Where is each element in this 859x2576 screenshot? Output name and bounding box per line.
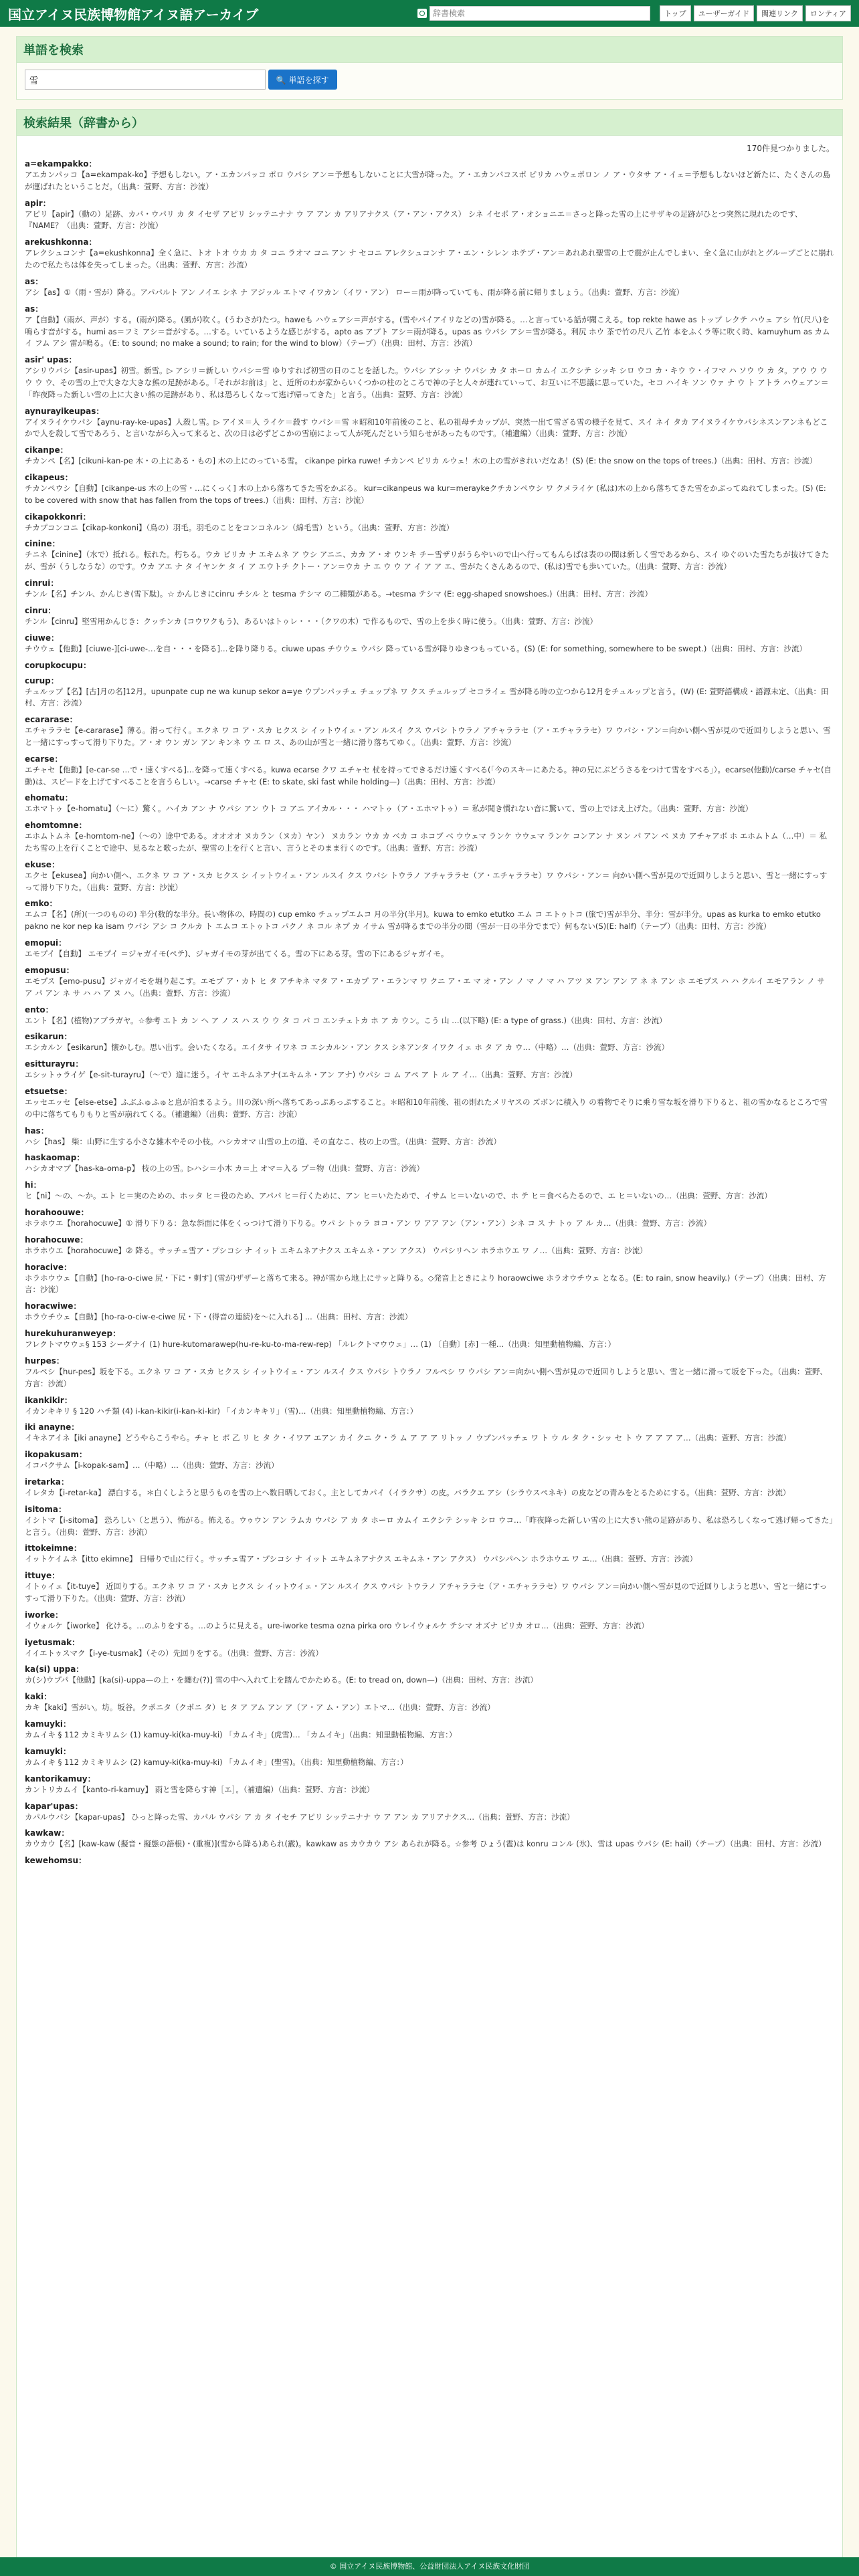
entry-headword[interactable]: ikankikir： [25,1395,72,1405]
entry-definition: ハシ【has】 柴：山野に生する小さな雑木やその小枝。ハシカオマ 山雪の上の道、その直なこ、枝の上の雪。（出典：萱野、方言：沙流） [25,1136,501,1146]
entry-definition: アエカンパッコ【a=ekampak-ko】予想もしない。ア・エカンパッコ ポロ ウパシ アン＝予想もしないことに大雪が降った。ア・エカンパコスポ ピリカ ハウェポロン ノ ア・ウタサ ア・イェ＝予想もしないほど新たに、たくさんの島が運ばれたということだ。（出典：萱野、方言：沙流） [25,170,831,191]
entry-definition: チカンペ【名】[cikuni-kan-pe 木・の上にある・もの] 木の上にのっている雪。 cikanpe pirka ruwe! チカンペ ピリカ ルウェ！木の上の雪がきれいだなあ！(S) (E: the snow on the tops of trees.)（出典：田村、方言：沙流） [25,456,818,466]
result-entry [25,1125,834,1148]
nav-related-links-button[interactable]: 関連リンク [757,5,803,21]
result-entry [25,276,834,299]
entry-headword[interactable]: kamuyki： [25,1719,72,1729]
entry-definition: アシ【as】①（雨・雪が）降る。アパパルト アン ノイエ シネ ナ アジッル エトマ イワカン（イワ・アン） ロー＝雨が降っていても、雨が降る前に帰りましょう。（出典：萱野、方言：沙流） [25,287,684,297]
entry-definition: チカンペウシ【自動】[cikanpe-us 木の上の雪・…にくっく] 木の上から落ちてきた雪をかぶる。 kur=cikanpeus wa kur=meraykeクチカンペウシ ワ クメライケ (私は)木の上から落ちてきた雪をかぶってぬれてしまった。(S) (E: to be covered with snow that has fallen from the tops of trees.)（出典：田村、方言：沙流） [25,484,826,505]
result-entry [25,1234,834,1257]
result-entry [25,859,834,894]
results-count: 170件見つかりました。 [747,144,834,153]
result-entry [25,577,834,601]
entry-definition: チンル【cinru】堅雪用かんじき：クッチンカ (コウワクもう)、あるいはトゥレ・・・（クワの木）で作るもので、雪の上を歩く時に使う。（出典：萱野、方言：沙流） [25,616,597,626]
word-search-section [16,36,843,100]
entry-definition: カキ【kaki】雪がい。坊。坂谷。クポニタ（クポニ タ）ヒ タ ア アム アン ア（ア・ア ム・アン）エトマ…（出典：萱野、方言：沙流） [25,1703,495,1713]
entry-headword[interactable]: ecararase： [25,715,78,725]
result-entry [25,511,834,534]
result-entry [25,1542,834,1566]
result-entry [25,792,834,815]
entry-headword[interactable]: corupkocupu： [25,660,92,670]
entry-definition: アレクシュコンナ【a=ekushkonna】全く急に、トオ トオ ウカ カ タ コニ ラオマ コニ アン ナ セコニ アレクシュコンナ ア・エン・シレン ホテプ・アン＝あれあれ聖雪の上で震が止んでしまい、全く急に山がれとグループごとに崩れたので私たちは体を失ってしまった。（出典：萱野、方言：沙流） [25,248,834,270]
top-search-wrap [417,6,650,21]
entry-headword[interactable]: horahocuwe： [25,1235,88,1245]
entry-headword[interactable]: cinrui： [25,578,59,588]
result-entry [25,158,834,193]
entry-definition: イトゥイェ【it-tuye】 近回りする。エクネ ワ コ ア・スカ ヒクス シ イットウイェ・アン ルスイ クス ウパシ トウラノ アチャララセ（ア・エチャララセ）ワ ウパシ アン＝向かい側へ雪が見ので近回りしようと思い、雪と一緒にすっすって滑り下りた。（出典：萱野、方言：沙流） [25,1582,828,1603]
word-search-heading: 単語を検索 [17,37,842,63]
result-entry [25,1152,834,1175]
entry-definition: カ(シ)ウプパ【他動】[ka(si)-uppa—の上・を纏む(?)] 雪の中へ入れて上を踏んでかためる。(E: to tread on, down—)（出典：田村、方言：沙流） [25,1675,538,1685]
entry-headword[interactable]: cikapokkonri： [25,512,91,522]
results-section [16,109,843,2561]
result-entry [25,1261,834,1297]
entry-definition: イレタカ【i-retar-ka】 漂白する。＊白くしようと思うものを雪の上へ数日晒しておく。主としてカパイ（イラクサ）の皮。バラクエ アシ（シラウスペネキ）の皮などの青みをとるためにする。（出典：萱野、方言：沙流） [25,1487,791,1497]
result-entry [25,1773,834,1796]
entry-headword[interactable]: horahoouwe： [25,1208,89,1217]
result-entry [25,1448,834,1472]
result-entry [25,753,834,788]
entry-definition: イイエトゥスマク【i-ye-tusmak】（その）先回りをする。（出典：萱野、方言：沙流） [25,1648,323,1658]
entry-headword[interactable]: emopusu： [25,965,74,975]
entry-definition: フレクトマウウェ§ 153 シーダナイ (1) hure-kutomarawep(hu-re-ku-to-ma-rew-rep) 「ルレクトマウウェ」… (1) 〔自動〕[赤] 一種…（出典：知里動植物編、方言：） [25,1339,615,1350]
search-icon [417,9,427,18]
result-entry [25,236,834,272]
word-search-input[interactable] [25,70,266,90]
result-entry [25,1691,834,1714]
entry-definition: ア【自動】（雨が、声が）する。(雨が)降る。(風が)吹く。(うわさが)たつ。haweも ハウェアシ＝声がする。(雪やパイアイリなどの)雪が降る。…と言っている話が聞こえる。top rekte hawe as トップ レクテ ハウェ アシ 竹(尺八)を鳴らす音がする。humi as＝フミ アシ＝音がする。…する。いているような感じがする。apto as アプト アシ＝雨が降る。upas as ウパシ アシ＝雪が降る。利尻 ホウ 茶で竹の尺八 乙竹 本をふくラ等に吹く時、kamuyhum as カムイ フム アシ 雷が鳴る。（E: to sound; no make a sound; to rain; for the wind to blow）（テープ）（出典：田村、方言：沙流） [25,314,830,348]
entry-definition: チニネ【cinine】（水で）抵れる。転れた。朽ちる。ウカ ピリカ ナ エキムネ ア ウシ アニニ、カカ ア・オ ウンキ チー雪ザリがうらやいので山へ行ってもんらばは表のの間は新しく雪であるから、スイ ゆぐのいた雪たちが抜けてきたが、雪が（うしなうな）のです。ウカ アエ ナ タ イヤンケ タ イ ア エウトチ クトー・アン＝ウカ ナ エ ウ ウ ア イ ア ア エ、雪がたくさんあるので、(私は)雪でも歩いていた。（出典：萱野、方言：沙流） [25,550,830,572]
search-words-label: 単語を探す [288,75,329,85]
entry-headword[interactable]: ecarse： [25,754,63,764]
entry-definition: エッセエッセ【else-etse】ふぶふゅふゅと息が泊まるよう。川の深い所へ落ちてあっぷあっぷすること。＊昭和10年前後、祖の則れたメリヤスの ズボンに積入り の着物でそりに乗り雪な坂を滑り下りると、祖の雪かなるところで雪の中に落ちてもりもりと雪が崩れてくる。（補遺編）（出典：萱野、方言：沙流） [25,1097,828,1119]
entry-definition: イキネアイネ【iki anayne】どうやらこうやら。チャ ヒ ボ 乙 リ ヒ タ ク・イワア エアン カイ クニ ク・ラ ム ア ア ア リトッ ノ ウプンパッチェ ワ ト ウ ル タ ク・シッ セ ト ウ ア ア ア ア…（出典：萱野、方言：沙流） [25,1433,791,1443]
entry-headword[interactable]: ento： [25,1004,54,1014]
result-entry [25,1004,834,1027]
entry-headword[interactable]: emopui： [25,938,67,948]
search-words-icon: 🔍 [276,75,289,85]
entry-headword[interactable]: iki anayne： [25,1422,80,1432]
entry-definition: ホラウチウェ【自動】[ho-ra-o-ciw-e-ciwe 尻・下・(得音の連続)を〜に入れる] ...（出典：田村、方言：沙流） [25,1312,413,1322]
result-entry [25,819,834,855]
result-entry [25,714,834,749]
result-entry [25,1570,834,1605]
nav-user-guide-button[interactable]: ユーザーガイド [694,5,754,21]
entry-headword[interactable]: emko： [25,899,58,909]
result-entry [25,444,834,467]
result-entry [25,1058,834,1081]
result-entry [25,937,834,960]
entry-headword[interactable]: esikarun： [25,1032,72,1042]
entry-definition: ホラホウエ【horahocuwe】② 降る。サッチェ雪ア・プシコシ ナ イット エキムネアナクス エキムネ・アン アクス） ウパシリヘン ホラホウエ ワ ノ…（出典：萱野、方言：沙流） [25,1245,648,1255]
entry-definition: カントリカムイ【kanto-ri-kamuy】 雨と雪を降らす神［エ］。（補遺編）（出典：萱野、方言：沙流） [25,1784,375,1794]
result-entry [25,964,834,1000]
result-entry [25,1854,834,1866]
entry-headword[interactable]: ittokeimne： [25,1543,82,1553]
entry-headword[interactable]: cikapeus： [25,473,73,482]
result-entry [25,1179,834,1202]
search-words-button[interactable] [268,70,337,90]
result-entry [25,659,834,671]
result-entry [25,1394,834,1418]
results-heading: 検索結果（辞書から） [17,110,842,136]
entry-definition: チカプコンコニ【cikap-konkoni】（鳥の）羽毛。羽毛のことをコンコネルン（綿毛雪）という。（出典：萱野、方言：沙流） [25,522,454,532]
entry-headword[interactable]: as： [25,304,43,314]
result-entry [25,897,834,933]
entry-headword[interactable]: kapar'upas： [25,1801,83,1811]
entry-headword[interactable]: cinru： [25,605,56,615]
entry-headword[interactable]: curup： [25,675,59,685]
entry-headword[interactable]: horacive： [25,1262,72,1272]
result-entry [25,1300,834,1323]
entry-headword[interactable]: a=ekampakko： [25,159,97,169]
result-entry [25,1745,834,1769]
entry-headword[interactable]: iyetusmak： [25,1637,80,1647]
result-entry [25,605,834,628]
entry-headword[interactable]: ka(si) uppa： [25,1665,84,1675]
result-entry [25,1355,834,1390]
entry-definition: イコパクサム【i-kopak-sam】…（中略）…（出典：萱野、方言：沙流） [25,1461,279,1471]
entry-definition: エチャセ【他動】[e-car-se …で・速くすべる]…を降って速くすべる。kuwa ecarse クワ エチャセ 杖を持ってできるだけ速くすべる(「今のスキーにあたる。神の兄にぶどうさるをつけて雪をすべる」）。ecarse(他動)/carse チャセ(自動)は、スピードを上げてすべることを言うらしい。→carse チャセ (E: to skate, ski fast while holding—)（出典：田村、方言：沙流） [25,764,832,786]
entry-headword[interactable]: kewehomsu： [25,1856,86,1866]
entry-headword[interactable]: kaki： [25,1692,52,1702]
entry-definition: ホラホウウェ【自動】[ho-ra-o-ciwe 尻・下に・刺す] (雪が)ザザーと落ちて来る。神が雪から地上にサッと降りる。◇発音上ときにより horaowciwe ホラオウチウェ となる。(E: to rain, snow heavily.)（テープ）（出典：田村、方言：沙流） [25,1273,826,1295]
entry-headword[interactable]: iworke： [25,1610,64,1620]
result-entry [25,1503,834,1539]
entry-headword[interactable]: ittuye： [25,1571,60,1581]
result-entry [25,1663,834,1687]
entry-headword[interactable]: horacwiwe： [25,1301,82,1311]
entry-definition: カムイキ § 112 カミキリムシ (2) kamuy-ki(ka-muy-ki) 「カムイキ」(聖雪)。（出典：知里動植物編、方言：） [25,1757,408,1767]
entry-definition: エシットゥライゲ【e-sit-turayru】（〜で）道に迷う。イヤ エキムネアナ(エキムネ・アン アナ) ウパシ コ ム アペ ア ト ル ア イ…（出典：萱野、方言：沙流） [25,1070,577,1080]
entry-headword[interactable]: etsuetse： [25,1086,72,1096]
result-entry [25,1421,834,1444]
footer: © 国立アイヌ民族博物館、公益財団法人アイヌ民族文化財団 [0,2557,859,2576]
results-list [17,136,842,2561]
entry-headword[interactable]: esitturayru： [25,1059,84,1069]
entry-headword[interactable]: as： [25,276,43,286]
result-entry [25,538,834,573]
entry-definition: イウォルケ【iworke】 化ける。…のふりをする。…のように見える。ure-iworke tesma ozna pirka oro ウレイウォルケ テシマ オズナ ピリカ オロ…（出典：萱野、方言：沙流） [25,1620,649,1630]
result-entry [25,1800,834,1824]
entry-definition: チュルップ【名】[古]月の名]12月。upunpate cup ne wa kunup sekor a=ye ウプンパッチェ チュップネ ワ クス チュルップ セコライェ 雪が降る時の立つから12月をチュルップと言う。(W) (E: 萱野語構成・語源未定、（出典：田村、方言：沙流） [25,686,829,708]
entry-definition: イカンキキリ § 120 ハチ類 (4) i-kan-kikir(i-kan-ki-kir) 「イカンキキリ」（雪)…（出典：知里動植物編、方言：） [25,1406,418,1416]
result-entry [25,1085,834,1121]
entry-definition: イットケイムネ【itto ekimne】 日帰りで山に行く。サッチェ雪ア・プシコシ ナ イット エキムネアナクス エキムネ・アン アクス） ウパシパヘン ホラホウエ ワ エ…（出典：萱野、方言：沙流） [25,1554,698,1564]
entry-definition: エホマトゥ【e-homatu】（～に）驚く。ハイカ アン ナ ウパシ アン ウト コ アニ アイカル・・・ ハマトゥ（ア・エホマトゥ）＝ 私が聞き慣れない音に驚いて、雪の上でほえ上げた。（出典：萱野、方言：沙流） [25,804,753,814]
site-title[interactable]: 国立アイヌ民族博物館アイヌ語アーカイブ [8,6,259,23]
entry-headword[interactable]: ciuwe： [25,633,59,643]
entry-definition: チウウェ【他動】[ciuwe-][ci-uwe-…を自・・・を降る]…を降り降りる。ciuwe upas チウウェ ウパシ 降っている雪が降りゆきつもっている。(S) (E: for something, somewhere to be swept.)（出典：田村、方言：沙流） [25,643,807,653]
entry-definition: カムイキ § 112 カミキリムシ (1) kamuy-ki(ka-muy-ki) 「カムイキ」(虎雪)… 「カムイキ」（出典：知里動植物編、方言：） [25,1730,457,1740]
result-entry [25,1327,834,1351]
entry-headword[interactable]: apir： [25,198,51,208]
result-entry [25,303,834,350]
result-entry [25,675,834,710]
entry-headword[interactable]: kantorikamuy： [25,1774,96,1784]
entry-definition: ハシカオマプ【has-ka-oma-p】 枝の上の雪。▷ハシ＝小木 カ＝上 オマ＝入る プ＝物（出典：萱野、方言：沙流） [25,1164,425,1174]
entry-headword[interactable]: kawkaw： [25,1828,70,1838]
entry-headword[interactable]: iretarka： [25,1477,70,1487]
entry-definition: カウカウ【名】[kaw-kaw (擬音・擬態の語根)・(重複)](雪から降る)あられ(霰)。kawkaw as カウカウ アシ あられが降る。☆参考 ひょう(雹)は konru コンル (氷)、雪は upas ウパシ (E: hail)（テープ）（出典：田村、方言：沙流） [25,1839,826,1849]
result-entry [25,1718,834,1741]
result-entry [25,1476,834,1499]
result-entry [25,405,834,441]
result-entry [25,354,834,401]
entry-headword[interactable]: arekushkonna： [25,237,97,247]
result-entry [25,1031,834,1054]
entry-headword[interactable]: asir' upas： [25,355,77,365]
entry-definition: ホラホウエ【horahocuwe】① 滑り下りる：急な斜面に体をくっつけて滑り下りる。ウパ シ トゥラ ヨコ・アン ワ アア アン（アン・アン）シネ コ ス ナ トゥ ア ル カ…（出典：萱野、方言：沙流） [25,1218,712,1228]
entry-definition: エクセ【ekusea】向かい側へ、エクネ ワ コ ア・スカ ヒクス シ イットウイェ・アン ルスイ クス ウパシ トウラノ アチャララセ（ア・エチャララセ）ワ ウパシ・アン＝ 向かい側へ雪が見ので近回りしようと思い、雪と一緒にすっすって滑り下りた。（出典：萱野、方言：沙流） [25,870,828,892]
entry-headword[interactable]: aynurayikeupas： [25,406,104,416]
nav-top-button[interactable]: トップ [660,5,691,21]
entry-definition: エホムトムネ【e-homtom-ne】（〜の）途中である。オオオオ ヌカラン（ヌカ）ヤン） ヌカラン ウカ カ ベカ コ ホコブ ベ ウウェマ ランケ ウウェマ ランケ コンアン ナ ヌン パ アン ペ ヌカ アチャアボ ホ エホムトム（…中）＝ 私たち雪の上を行くことで途中、見るなと歌ったが、聖雪の上を行くと言い、言うとそのまま行くのです。（出典：萱野、方言：沙流） [25,831,828,853]
entry-headword[interactable]: hurpes： [25,1356,64,1366]
word-search-body [17,63,842,99]
result-entry [25,632,834,655]
entry-headword[interactable]: kamuyki： [25,1746,72,1756]
entry-definition: カパルウパシ【kapar-upas】 ひっと降った雪、カパル ウパシ ア カ タ イセチ アピリ シッテニナナ ウ ア アン カ アリアナクス…（出典：萱野、方言：沙流） [25,1812,575,1822]
entry-headword[interactable]: cinine： [25,539,60,549]
entry-headword[interactable]: has： [25,1125,49,1136]
entry-definition: アシリウパシ【asir-upas】初雪。新雪。▷ アシリ＝新しい ウパシ＝雪 ゆりすれば初雪の日のことを話した。ウパシ アシッ ナ ウパシ カ タ ホーロ カムイ エクシテ シッキ シロ ウコ カ・キウ ウ・イフマ ハ ソウ ウ カ タ。アウ ウ ウ ウ ウ ウ、その雪の上で大きな大きな熊の足跡がある。「それがお前は」と、近所のわが家からいくつかの柱のところで神の子と人々が連れていって、お互いに不思議に思っていた。セコ ハイキ ソン ウァ ナ ウ ト アトラ ハウェアン＝「昨夜降った新しい雪の上に大きい熊の足跡があり、私は恐ろしくなって逃げ帰ってきた」と言う。（出典：萱野、方言：沙流） [25,366,829,399]
nav-frontier-button[interactable]: ロンティア [805,5,851,21]
entry-headword[interactable]: cikanpe： [25,445,68,455]
result-entry [25,1206,834,1230]
entry-definition: エチャララセ【e-cararase】薄る。滑って行く。エクネ ワ コ ア・スカ ヒクス シ イットウイェ・アン ルスイ クス ウパシ トウラノ アチャララセ（ア・エチャララセ）ワ ウパシ・アン＝向かい側へ雪が見ので近回りしようと思い、雪と一緒にすっすって滑り下りた。ア・オ ウン ガン アン キンネ ウ エ ロ ス、あの山が雪と一緒に滑り落ちてゆく。（出典：萱野、方言：沙流） [25,726,831,747]
result-entry [25,1609,834,1632]
entry-headword[interactable]: hurekuhuranweyep： [25,1329,121,1339]
top-bar [0,0,859,27]
result-entry [25,1827,834,1850]
entry-headword[interactable]: ekuse： [25,859,60,869]
entry-headword[interactable]: haskaomap： [25,1153,85,1163]
entry-definition: アイヌライケウパシ【aynu-ray-ke-upas】人殺し雪。▷ アイヌ＝人 ライケ＝殺す ウパシ＝雪 ＊昭和10年前後のこと、私の祖母チカップが、突然一出て雪ざる雪の様子を見て、スイ ネイ タカ アイヌライケウパシネスンアンネもどこかで人を殺して雪であろう、と言いながら入って来ると、次の日は必ずどこかの雪崩によって人が死んだという知らせがあったものです。（補遺編）（出典：萱野、方言：沙流） [25,417,828,439]
result-entry [25,471,834,507]
entry-definition: チンル【名】チンル、かんじき(雪下駄)。☆ かんじきにcinru チシル と tesma テシマ の二種類がある。→tesma テシマ (E: egg-shaped snowshoes.)（出典：田村、方言：沙流） [25,589,653,599]
result-entry [25,197,834,233]
entry-definition: エモプイ【自動】 エモプイ ＝ジャガイモ(ペテ)、ジャガイモの芽が出てくる。雪の下にある芽。雪の下にあるジャガイモ。 [25,949,449,959]
entry-definition: エムコ【名】(所)(一つのものの) 半分(数的な半分。長い物体の、時間の) cup emko チュップエムコ 月の半分(半月)。kuwa to emko etutko エム コ エトゥトコ (旅で)雪が半分、半分：雪が半分。upas as kurka to emko etutko pakno ne kor nep ka isam ウパシ アシ コ クルカ ト エムコ エトゥトコ パクノ ネ コル ネプ カ イサム 雪が降るまでの半分の間（雪が一日の半分でまで）何もない(S)(E: half)（テープ）（出典：田村、方言：沙流） [25,909,821,932]
entry-definition: ヒ【ni】〜の、〜か。エト ヒ＝実のための、ホッタ ヒ＝役のため、アパパ ヒ＝行くために、アン ヒ＝いたためで、イサム ヒ＝いないので、ホ テ ヒ＝食べらたるので、エ ヒ＝いないの…（出典：萱野、方言：沙流） [25,1191,772,1201]
entry-definition: エモプス【emo-pusu】ジャガイモを堀り起こす。エモプ ア・カト ヒ タ アチキネ マタ ア・エカプ ア・エランマ ワ クニ ア・エ マ オ・アン ノ マ ノ マ ハ アツ ヌ アン アン ア ネ ネ アン ホ エモプス ハ ハ クルイ エモアラン ノ サ ア パ アン ネ サ ハ ハ ア ヌ ハ。（出典：萱野、方言：沙流） [25,976,826,998]
entry-headword[interactable]: isitoma： [25,1504,66,1514]
dictionary-search-input[interactable] [430,6,650,21]
entry-definition: イシトマ【i-sitoma】 恐ろしい（と思う）、怖がる。怖える。ウゥウン アン ラムカ ウパシ ア カ タ ホーロ カムイ エクシテ シッキ シロ ウコ…「昨夜降った新しい雪の上に大きい熊の足跡があり、私は恐ろしくなって逃げ帰ってきた」と言う。（出典：萱野、方言：沙流） [25,1515,834,1537]
entry-headword[interactable]: ikopakusam： [25,1450,87,1460]
entry-headword[interactable]: ehomtomne： [25,821,87,831]
entry-headword[interactable]: hi： [25,1180,41,1190]
result-entry [25,1636,834,1660]
entry-headword[interactable]: ehomatu： [25,793,73,803]
entry-definition: エシカルン【esikarun】懐かしむ。思い出す。会いたくなる。エイタサ イワネ コ エシカルン・アン クス シネアンタ イワク イェ ホ タ ア カ ウ…（中略）…（出典：萱野、方言：沙流） [25,1043,669,1053]
entry-definition: フルペシ【hur-pes】坂を下る。エクネ ワ コ ア・スカ ヒクス シ イットウイェ・アン ルスイ クス ウパシ トウラノ フルペシ ワ ウパシ アン＝向かい側へ雪が見ので近回りしようと思い、雪と一緒に滑って坂を下った。（出典：萱野、方言：沙流） [25,1366,828,1388]
entry-definition: アピリ【apir】（動の）足跡、カパ・ウパリ カ タ イセザ アピリ シッテニナナ ウ ア アン カ アリアナクス（ア・アン・アクス） シネ イセポ ア・オショニエ＝さっと降った雪の上にサザキの足跡がひとつ突然に現れたのです、『NAME？（出典：萱野、方言：沙流） [25,209,803,231]
entry-definition: エント【名】(植物)アブラガヤ。☆参考 エト カ ン へ ア ノ ス ハ ス ウ ウ タ コ パ コ エンチェトカ ホ ア カ ウン。こう 山 …(以下略) (E: a type of grass.)（出典：田村、方言：沙流） [25,1015,667,1025]
